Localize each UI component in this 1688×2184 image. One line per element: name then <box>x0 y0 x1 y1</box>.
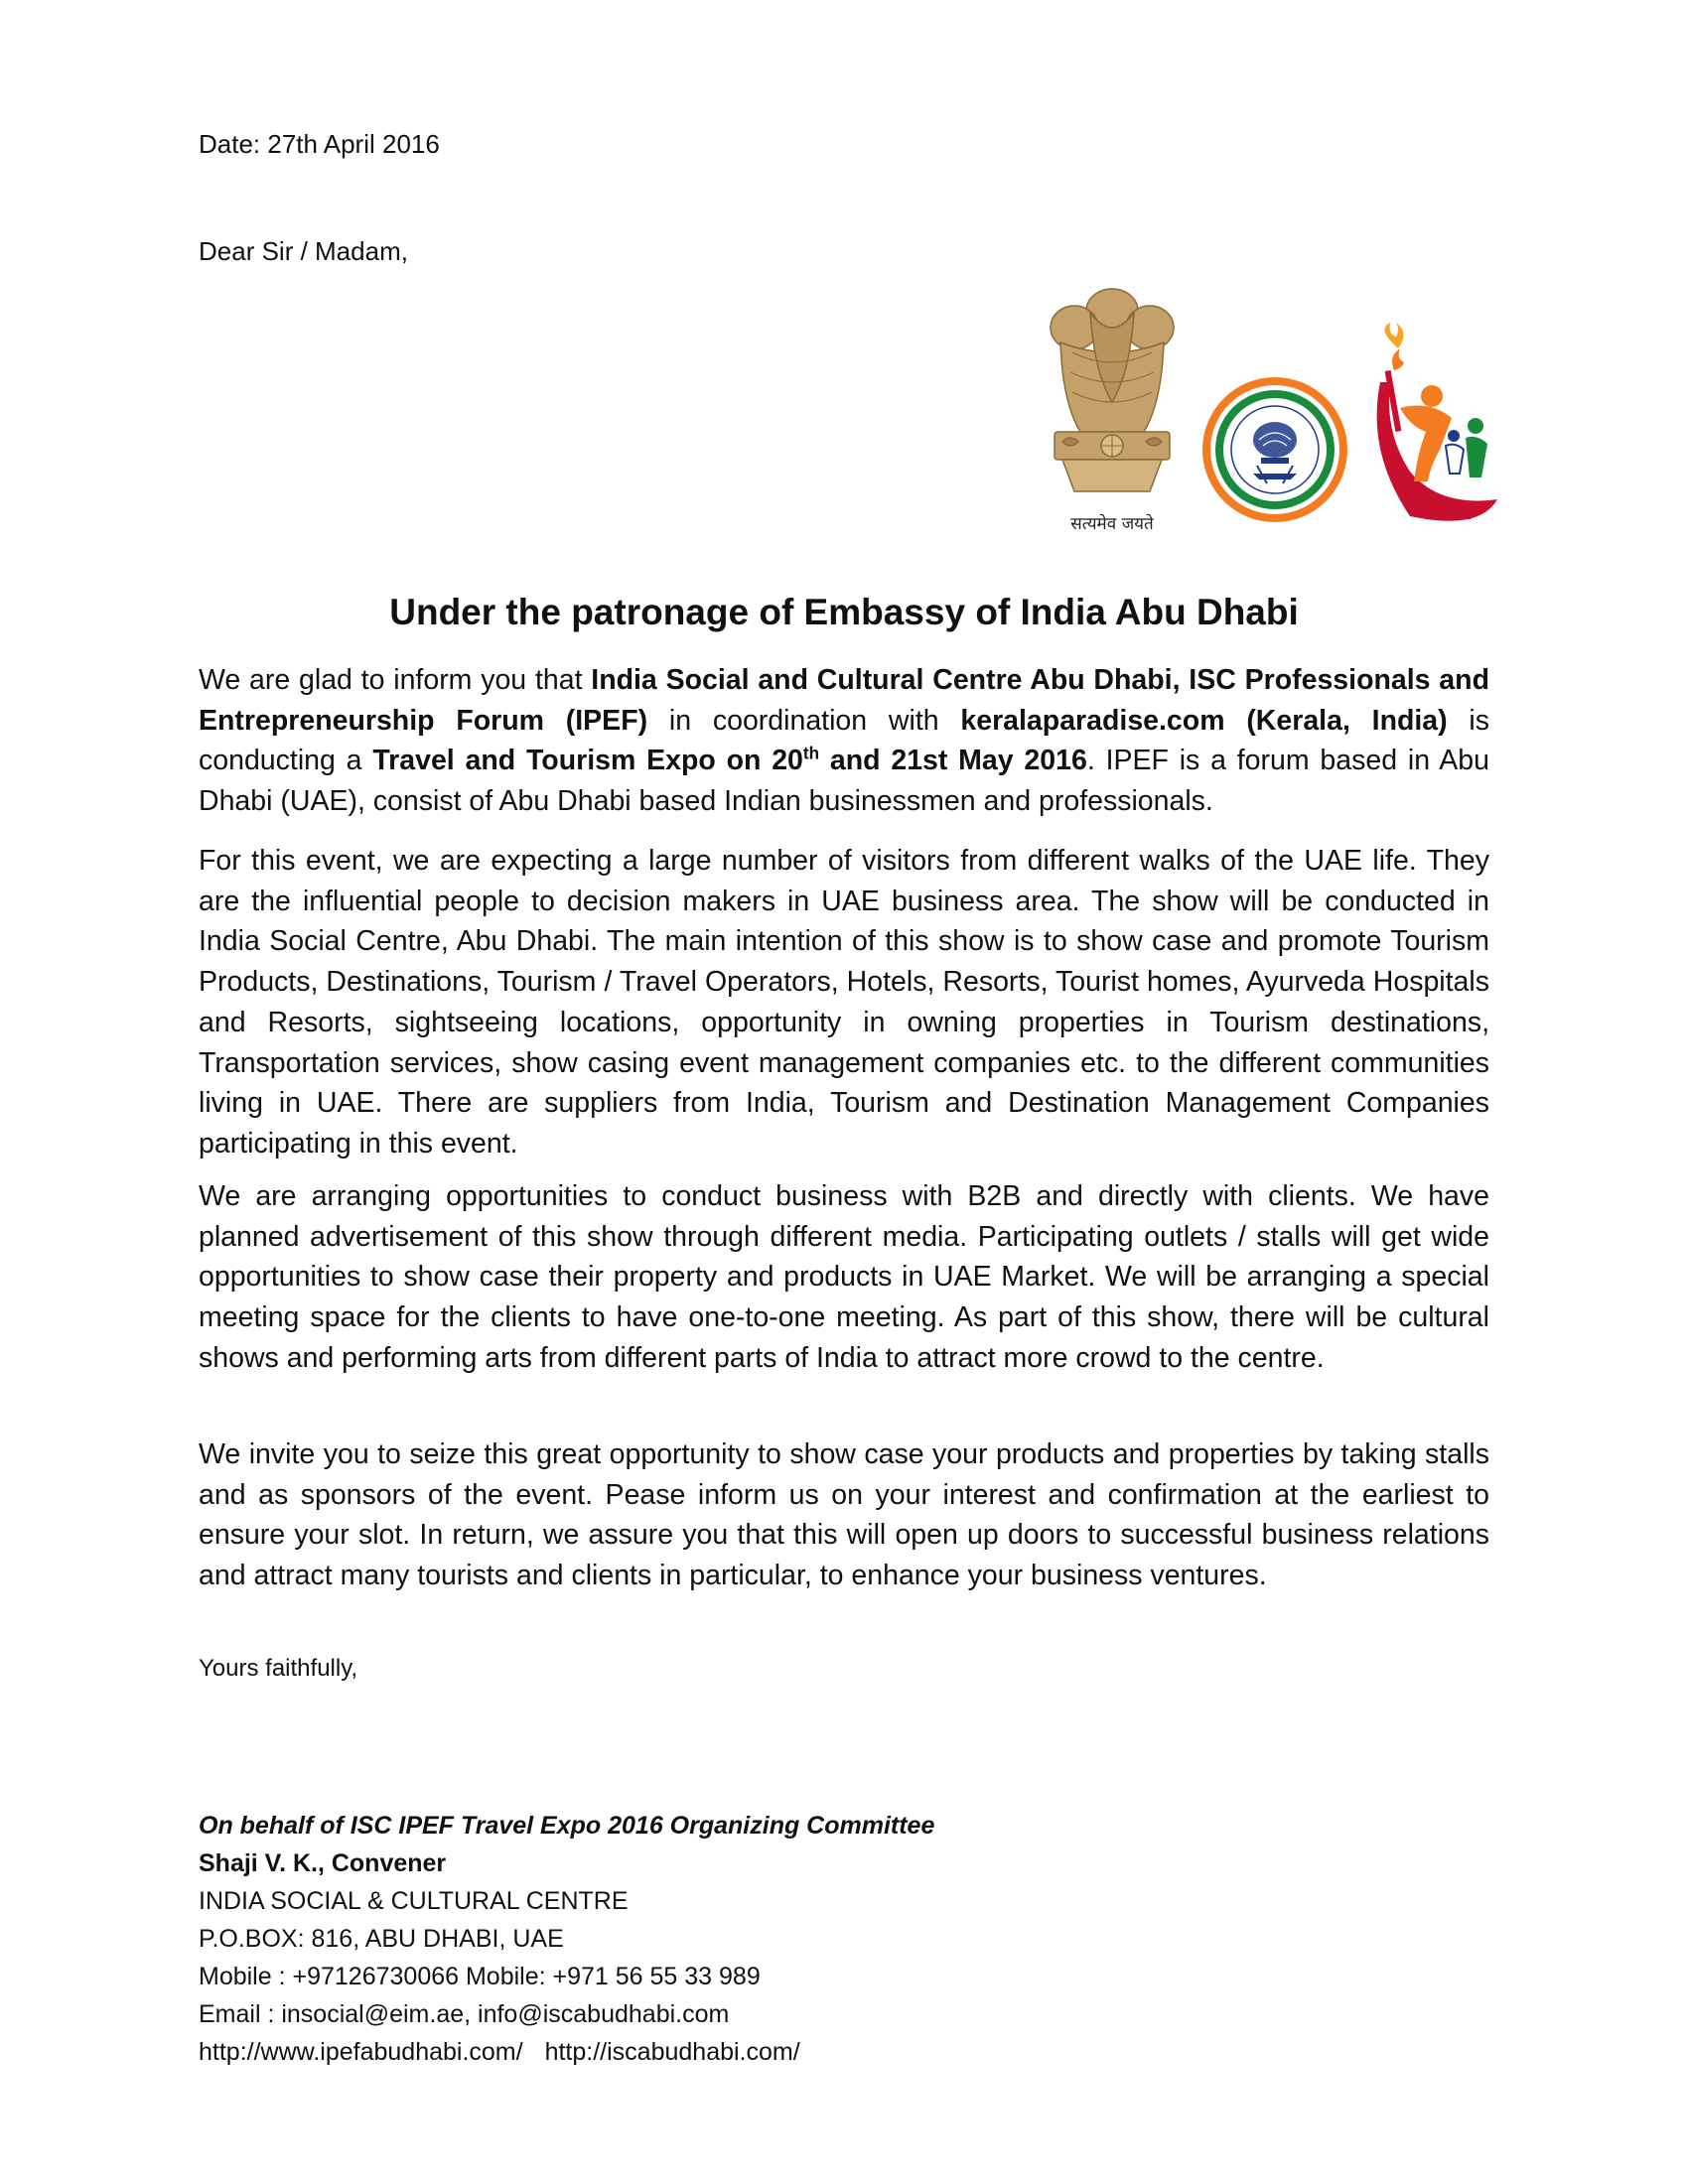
letter-date: Date: 27th April 2016 <box>199 129 440 159</box>
national-emblem-icon <box>1033 283 1192 546</box>
p1-text-3: is conducting a <box>199 704 1490 777</box>
p1-superscript: th <box>802 744 820 763</box>
salutation: Dear Sir / Madam, <box>199 236 408 266</box>
page-title: Under the patronage of Embassy of India Abu Dhabi <box>389 592 1299 632</box>
p1-bold-partner: keralaparadise.com (Kerala, India) <box>960 704 1448 737</box>
website-link-ipef[interactable]: http://www.ipefabudhabi.com/ <box>199 2038 523 2066</box>
ipef-logo-text: IPEF <box>1424 495 1481 525</box>
p1-bold-dates: and 21st May 2016 <box>819 745 1087 777</box>
paragraph-intro <box>199 660 1489 822</box>
p1-text-1: We are glad to inform you that <box>199 664 592 696</box>
paragraph-opportunities: We are arranging opportunities to conduct business with B2B and directly with clients. We have planned advertisement of this show through different media. Participating outlets / stalls will get wide opportunities to show case their property and products in UAE Market. We will be arranging a special meeting space for the clients to have one-to-one meeting. As part of this show, there will be cultural shows and performing arts from different parts of India to attract more crowd to the centre. <box>199 1180 1489 1374</box>
emblem-motto: सत्यमेव जयते <box>1070 514 1154 534</box>
p1-text-4: . IPEF is a forum based in Abu Dhabi (UAE), consist of Abu Dhabi based Indian businessmen and professionals. <box>199 745 1489 818</box>
website-link-isc[interactable]: http://iscabudhabi.com/ <box>544 2038 800 2066</box>
signature-websites <box>199 2038 800 2067</box>
p1-text-2: in coordination with <box>647 704 961 737</box>
signature-name: Shaji V. K., Convener <box>199 1849 447 1877</box>
p1-bold-event: Travel and Tourism Expo on 20 <box>372 745 803 777</box>
logo-group <box>1033 283 1499 546</box>
paragraph-invitation: We invite you to seize this great opportunity to show case your products and properties by taking stalls and as sponsors of the event. Pease inform us on your interest and confirmation at the earliest to ensure your slot. In return, we assure you that this will open up doors to successful business relations and attract many tourists and clients in particular, to enhance your business ventures. <box>199 1438 1489 1592</box>
signature-committee: On behalf of ISC IPEF Travel Expo 2016 Organizing Committee <box>199 1812 935 1840</box>
isc-logo-icon <box>1199 374 1350 525</box>
signature-organization: INDIA SOCIAL & CULTURAL CENTRE <box>199 1887 629 1915</box>
p1-bold-organizers: India Social and Cultural Centre Abu Dhabi, ISC Professionals and Entrepreneurship Forum (IPEF) <box>199 664 1489 737</box>
ipef-logo-icon <box>1370 323 1499 536</box>
signature-pobox: P.O.BOX: 816, ABU DHABI, UAE <box>199 1925 564 1953</box>
paragraph-event-details: For this event, we are expecting a large number of visitors from different walks of the UAE life. They are the influential people to decision makers in UAE business area. The show will be conducted in India Social Centre, Abu Dhabi. The main intention of this show is to show case and promote Tourism Products, Destinations, Tourism / Travel Operators, Hotels, Resorts, Tourist homes, Ayurveda Hospitals and Resorts, sightseeing locations, opportunity in owning properties in Tourism destinations, Transportation services, show casing event management companies etc. to the different communities living in UAE. There are suppliers from India, Tourism and Destination Management Companies participating in this event. <box>199 845 1489 1160</box>
signature-mobile: Mobile : +97126730066 Mobile: +971 56 55 33 989 <box>199 1963 761 1990</box>
signature-email: Email : insocial@eim.ae, info@iscabudhabi.com <box>199 2000 730 2028</box>
closing: Yours faithfully, <box>199 1655 358 1682</box>
